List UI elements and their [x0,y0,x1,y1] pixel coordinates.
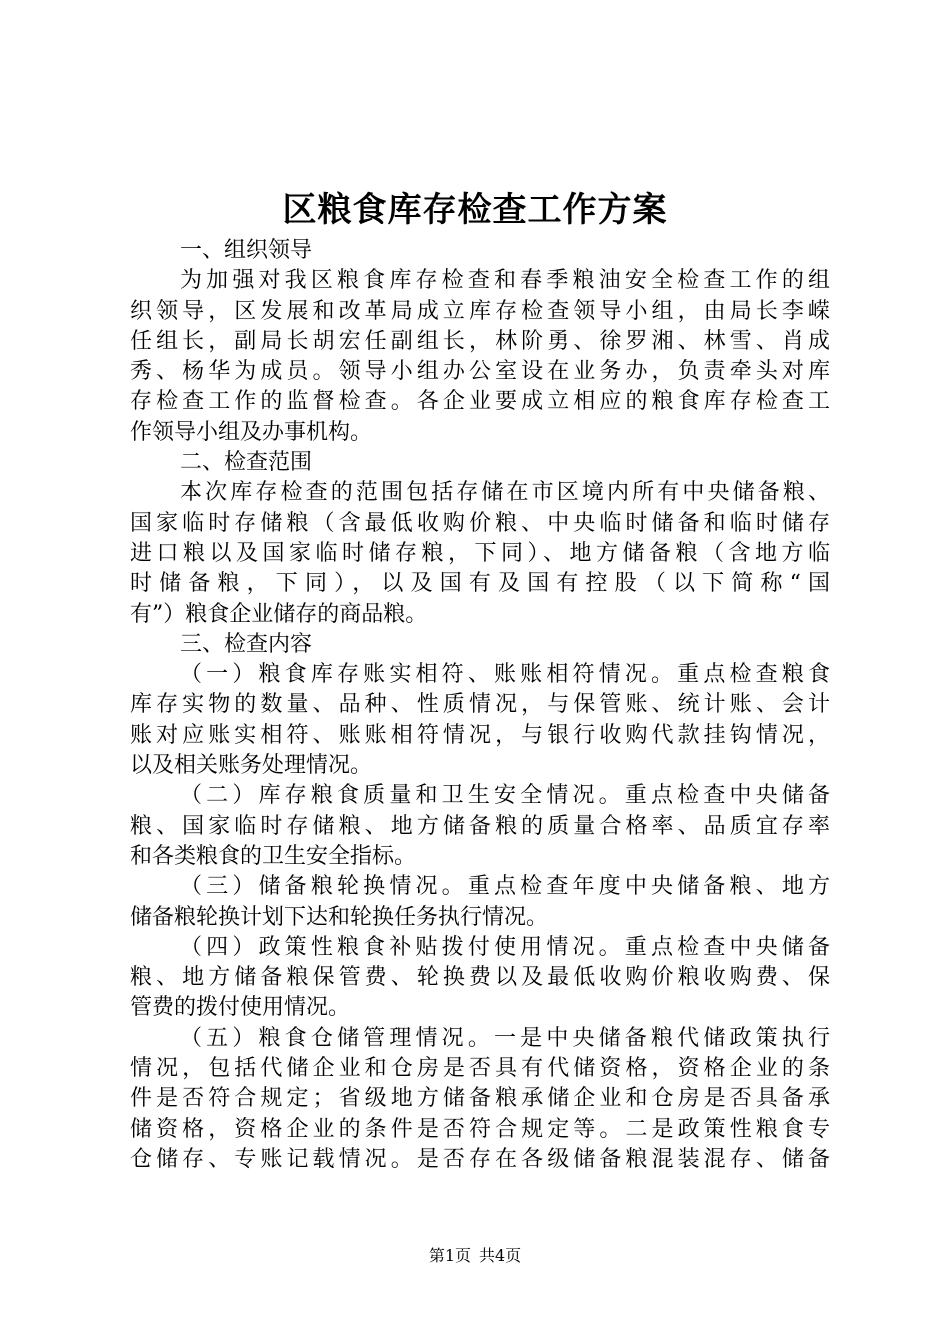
text-line: 时储备粮，下同），以及国有及国有控股（以下简称“国 [130,571,830,597]
text-line: 粮、国家临时存储粮、地方储备粮的质量合格率、品质宜存率 [130,813,830,839]
text-line: 储备粮轮换计划下达和轮换任务执行情况。 [130,904,549,930]
text-line: （三）储备粮轮换情况。重点检查年度中央储备粮、地方 [180,874,830,900]
text-line: 作领导小组及办事机构。 [130,419,373,445]
text-line: 一、组织领导 [180,238,313,263]
text-line: 二、检查范围 [180,450,313,476]
page-title: 区粮食库存检查工作方案 [282,190,668,230]
text-line: 秀、杨华为成员。领导小组办公室设在业务办，负责牵头对库 [130,359,830,385]
text-line: （四）政策性粮食补贴拨付使用情况。重点检查中央储备 [180,934,830,960]
page-total: 共4页 [479,1246,522,1265]
text-line: 本次库存检查的范围包括存储在市区境内所有中央储备粮、 [180,480,830,506]
text-line: 粮、地方储备粮保管费、轮换费以及最低收购价粮收购费、保 [130,965,830,991]
text-line: 储资格，资格企业的条件是否符合规定等。二是政策性粮食专 [130,1116,830,1142]
text-line: 国家临时存储粮（含最低收购价粮、中央临时储备和临时储存 [130,510,830,536]
text-line: 进口粮以及国家临时储存粮，下同）、地方储备粮（含地方临 [130,540,830,566]
text-line: 织领导，区发展和改革局成立库存检查领导小组，由局长李嵘 [130,298,830,324]
text-line: 存检查工作的监督检查。各企业要成立相应的粮食库存检查工 [130,389,830,415]
text-line: 任组长，副局长胡宏任副组长，林阶勇、徐罗湘、林雪、肖成 [130,328,830,354]
page-footer [0,1244,950,1268]
page-number: 第1页 [428,1246,471,1265]
text-line: （一）粮食库存账实相符、账账相符情况。重点检查粮食 [180,662,830,688]
text-line: 为加强对我区粮食库存检查和春季粮油安全检查工作的组 [180,268,830,294]
text-line: 有”）粮食企业储存的商品粮。 [130,601,428,627]
text-line: （二）库存粮食质量和卫生安全情况。重点检查中央储备 [180,783,830,809]
text-line: （五）粮食仓储管理情况。一是中央储备粮代储政策执行 [180,1025,830,1051]
text-line: 以及相关账务处理情况。 [130,753,373,779]
text-line: 件是否符合规定；省级地方储备粮承储企业和仓房是否具备承 [130,1086,830,1112]
text-line: 管费的拨付使用情况。 [130,995,351,1021]
text-line: 库存实物的数量、品种、性质情况，与保管账、统计账、会计 [130,692,830,718]
text-line: 三、检查内容 [180,631,313,657]
text-line: 和各类粮食的卫生安全指标。 [130,843,417,869]
text-line: 情况，包括代储企业和仓房是否具有代储资格，资格企业的条 [130,1056,830,1082]
document-body [130,236,830,1175]
text-line: 账对应账实相符、账账相符情况，与银行收购代款挂钩情况， [130,722,830,748]
text-line: 仓储存、专账记载情况。是否存在各级储备粮混装混存、储备 [130,1146,830,1172]
